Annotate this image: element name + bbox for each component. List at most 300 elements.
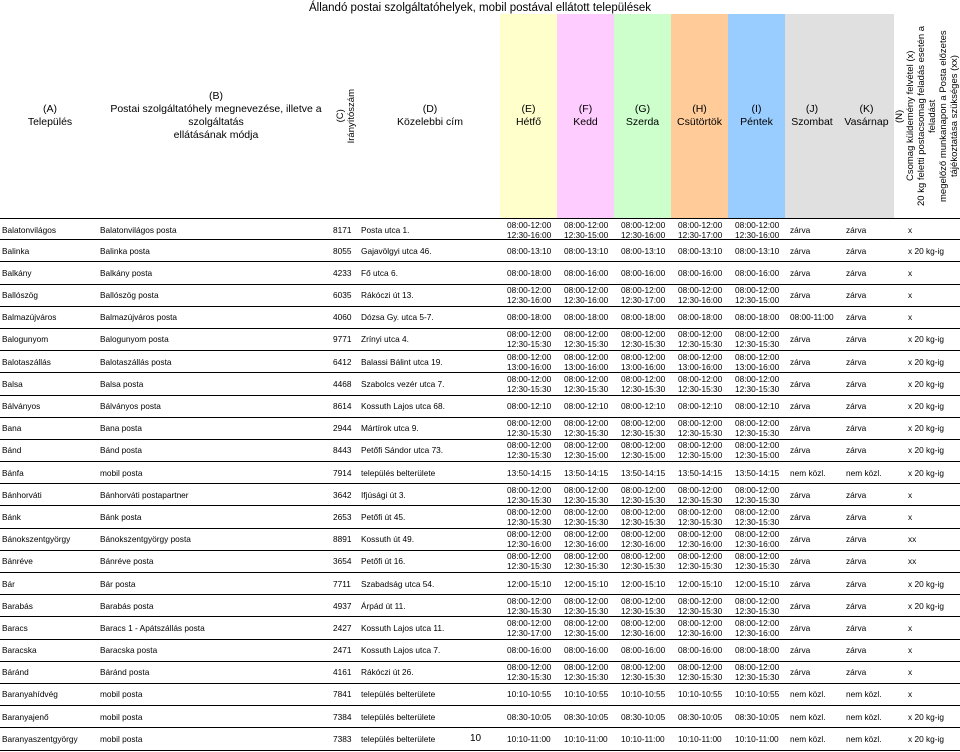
cell-k: zárva [846, 245, 867, 256]
cell-d: Mártírok utca 9. [361, 423, 419, 434]
cell-line: 08:00-12:00 [678, 595, 723, 606]
column-header-label: (G) Szerda [625, 103, 660, 128]
cell-c: 9771 [333, 334, 352, 345]
cell-line: 12:30-17:00 [507, 627, 552, 638]
column-header-n [894, 14, 960, 218]
cell-k: zárva [846, 556, 867, 567]
cell-line: 12:30-15:30 [678, 672, 723, 683]
cell-d: Rákóczi út 13. [361, 290, 414, 301]
cell-n: x [908, 511, 913, 522]
cell-line: 12:30-16:00 [507, 295, 552, 306]
cell-b: Bálványos posta [100, 401, 161, 411]
cell-g: 08:00-12:10 [621, 401, 666, 411]
cell-d: Zrínyi utca 4. [361, 334, 409, 345]
cell-k: zárva [846, 445, 867, 456]
cell-e: 08:00-13:10 [507, 245, 552, 256]
cell-f: 12:00-15:10 [564, 578, 609, 589]
cell-line: 08:00-12:00 [735, 440, 780, 451]
cell-line: 12:30-15:30 [564, 516, 609, 527]
table-row [0, 307, 960, 329]
column-header-label: (E) Hétfő [515, 103, 542, 128]
cell-a: Barabás [2, 600, 33, 611]
column-header-label: (I) Péntek [740, 103, 773, 128]
cell-f [564, 595, 608, 616]
cell-line: 08:00-12:00 [507, 418, 552, 429]
cell-g: 08:00-18:00 [621, 312, 666, 323]
cell-d: Posta utca 1. [361, 224, 410, 235]
cell-line: 08:00-12:00 [564, 329, 609, 340]
cell-line: 08:00-12:00 [564, 484, 609, 495]
cell-a: Balogunyom [2, 334, 49, 345]
cell-d: település belterülete [361, 689, 436, 700]
table-row [0, 329, 960, 351]
cell-a: Bánd [2, 445, 22, 456]
cell-n: x 20 kg-ig [908, 356, 944, 367]
cell-f [564, 551, 608, 572]
cell-j: zárva [790, 622, 811, 633]
cell-h: 10:10-11:00 [678, 733, 722, 744]
cell-h [678, 373, 722, 394]
cell-line: 08:00-12:00 [621, 219, 666, 230]
cell-c: 7711 [333, 578, 351, 589]
cell-line: 12:30-17:00 [621, 295, 666, 306]
cell-line: 08:00-12:00 [678, 285, 723, 296]
cell-a: Baranyajenő [2, 711, 49, 722]
cell-n: x 20 kg-ig [908, 378, 944, 389]
cell-d: Szabolcs vezér utca 7. [361, 378, 445, 389]
cell-line: 08:00-12:00 [678, 329, 723, 340]
cell-c: 7384 [333, 711, 352, 722]
cell-line: 12:30-15:30 [621, 428, 666, 439]
cell-j: zárva [790, 290, 811, 301]
cell-g [621, 418, 665, 439]
cell-a: Bár [2, 578, 15, 589]
cell-k: zárva [846, 645, 867, 656]
cell-b: Balatonvilágos posta [100, 224, 177, 235]
cell-d: Dózsa Gy. utca 5-7. [361, 312, 434, 323]
cell-k: zárva [846, 356, 867, 367]
cell-a: Balmazújváros [2, 312, 57, 323]
cell-g [621, 285, 665, 306]
cell-b: Balotaszállás posta [100, 356, 172, 367]
cell-n: x 20 kg-ig [908, 423, 944, 434]
cell-n: x 20 kg-ig [908, 445, 944, 456]
cell-line: 08:00-12:00 [735, 418, 780, 429]
cell-c: 7383 [333, 733, 352, 744]
cell-b: Bánhorváti postapartner [100, 489, 189, 500]
cell-line: 08:00-12:00 [735, 529, 780, 540]
cell-line: 08:00-12:00 [564, 529, 609, 540]
cell-h: 08:00-12:10 [678, 401, 723, 411]
cell-k: nem közl. [846, 733, 882, 744]
cell-e: 08:30-10:05 [507, 711, 552, 722]
cell-b: mobil posta [100, 711, 143, 722]
cell-e [507, 329, 551, 350]
column-header-f [557, 14, 614, 218]
cell-b: Baracska posta [100, 645, 158, 656]
cell-d: Fő utca 6. [361, 267, 398, 278]
cell-n: x 20 kg-ig [908, 578, 944, 589]
cell-n: xx [908, 534, 917, 545]
cell-line: 08:00-12:00 [507, 551, 552, 562]
cell-j: zárva [790, 445, 811, 456]
column-header-h [671, 14, 728, 218]
cell-h [678, 219, 722, 240]
cell-c: 4161 [333, 667, 352, 678]
cell-h [678, 418, 722, 439]
cell-n: x 20 kg-ig [908, 245, 944, 256]
cell-line: 08:00-12:00 [735, 351, 780, 362]
cell-i: 10:10-10:55 [735, 689, 780, 700]
cell-line: 08:00-12:00 [621, 617, 666, 628]
cell-f: 08:00-16:00 [564, 267, 609, 278]
cell-line: 12:30-15:30 [564, 494, 609, 505]
column-header-label: (D) Közelebbi cím [397, 103, 463, 128]
cell-i: 08:00-18:00 [735, 645, 780, 656]
cell-a: Baranyahídvég [2, 689, 58, 700]
cell-line: 12:30-15:30 [735, 339, 780, 350]
cell-g: 08:00-13:10 [621, 245, 666, 256]
cell-e [507, 219, 551, 240]
cell-line: 12:30-15:30 [564, 339, 609, 350]
cell-e [507, 484, 551, 505]
cell-j: zárva [790, 267, 811, 278]
cell-g [621, 529, 665, 550]
cell-line: 12:30-15:00 [564, 627, 609, 638]
cell-line: 08:00-12:00 [507, 329, 552, 340]
cell-k: zárva [846, 534, 867, 545]
cell-d: Ifjúsági út 3. [361, 489, 406, 500]
cell-n: x [908, 224, 913, 235]
cell-line: 12:30-15:30 [507, 428, 552, 439]
cell-line: 08:00-12:00 [507, 285, 552, 296]
cell-line: 12:30-15:30 [735, 672, 780, 683]
cell-line: 08:00-12:00 [678, 219, 723, 230]
cell-j: zárva [790, 667, 811, 678]
cell-a: Baranyaszentgyörgy [2, 733, 78, 744]
table-row [0, 462, 960, 484]
cell-j: nem közl. [790, 711, 826, 722]
cell-line: 08:00-12:00 [735, 506, 780, 517]
cell-g: 10:10-11:00 [621, 733, 665, 744]
cell-c: 3654 [333, 556, 352, 567]
cell-i [735, 329, 779, 350]
cell-f [564, 219, 608, 240]
cell-a: Báránd [2, 667, 29, 678]
cell-k: zárva [846, 401, 867, 411]
table-row [0, 595, 960, 617]
cell-line: 12:30-16:00 [678, 539, 723, 550]
cell-h [678, 529, 722, 550]
cell-f: 08:30-10:05 [564, 711, 609, 722]
cell-b: mobil posta [100, 467, 143, 478]
cell-j: zárva [790, 645, 811, 656]
cell-f [564, 440, 608, 461]
cell-line: 08:00-12:00 [507, 662, 552, 673]
cell-i: 08:00-13:10 [735, 245, 780, 256]
cell-f: 08:00-13:10 [564, 245, 609, 256]
cell-n: x 20 kg-ig [908, 600, 944, 611]
cell-j: nem közl. [790, 689, 826, 700]
cell-h: 08:30-10:05 [678, 711, 723, 722]
cell-line: 12:30-15:30 [564, 605, 609, 616]
cell-n: x [908, 290, 913, 301]
cell-e [507, 617, 551, 638]
cell-a: Bánk [2, 511, 21, 522]
cell-line: 12:30-15:30 [564, 561, 609, 572]
cell-f [564, 617, 608, 638]
cell-line: 12:30-15:30 [678, 428, 723, 439]
cell-c: 8891 [333, 534, 352, 545]
cell-i [735, 551, 779, 572]
cell-b: Balinka posta [100, 245, 150, 256]
cell-line: 13:00-16:00 [735, 361, 780, 372]
table-body [0, 218, 960, 751]
cell-g [621, 373, 665, 394]
cell-f [564, 418, 608, 439]
cell-a: Balotaszállás [2, 356, 51, 367]
column-header-a [0, 14, 100, 218]
cell-line: 08:00-12:00 [621, 285, 666, 296]
cell-line: 12:30-16:00 [564, 539, 609, 550]
cell-c: 6412 [333, 356, 352, 367]
cell-n: x [908, 267, 913, 278]
cell-line: 12:30-15:30 [735, 383, 780, 394]
cell-i: 08:00-12:10 [735, 401, 780, 411]
cell-e: 12:00-15:10 [507, 578, 552, 589]
cell-line: 08:00-12:00 [564, 617, 609, 628]
cell-line: 12:30-15:30 [678, 561, 723, 572]
cell-e [507, 662, 551, 683]
cell-b: Bánd posta [100, 445, 142, 456]
cell-b: mobil posta [100, 689, 143, 700]
cell-e [507, 351, 551, 372]
cell-line: 12:30-15:30 [564, 383, 609, 394]
cell-i [735, 373, 779, 394]
cell-line: 12:30-16:00 [678, 627, 723, 638]
cell-d: Kossuth út 49. [361, 534, 415, 545]
cell-j: zárva [790, 224, 811, 235]
cell-a: Balsa [2, 378, 23, 389]
column-header-label: (J) Szombat [791, 103, 833, 128]
cell-g: 10:10-10:55 [621, 689, 666, 700]
cell-g [621, 219, 665, 240]
cell-line: 12:30-15:30 [621, 339, 666, 350]
cell-c: 4468 [333, 378, 352, 389]
cell-line: 08:00-12:00 [735, 484, 780, 495]
cell-line: 12:30-15:00 [678, 450, 723, 461]
cell-g: 08:00-16:00 [621, 267, 666, 278]
cell-i [735, 440, 779, 461]
cell-e: 08:00-18:00 [507, 312, 552, 323]
cell-j: nem közl. [790, 467, 826, 478]
cell-c: 2653 [333, 511, 352, 522]
cell-line: 08:00-12:00 [678, 351, 723, 362]
cell-a: Bánhorváti [2, 489, 42, 500]
cell-line: 12:30-17:00 [678, 229, 723, 240]
cell-b: Bana posta [100, 423, 142, 434]
cell-line: 12:30-15:30 [621, 383, 666, 394]
cell-line: 12:30-15:30 [507, 339, 552, 350]
cell-k: zárva [846, 511, 867, 522]
cell-h: 08:00-18:00 [678, 312, 723, 323]
cell-line: 08:00-12:00 [564, 285, 609, 296]
column-header-label: (F) Kedd [573, 103, 598, 128]
cell-line: 12:30-15:30 [507, 561, 552, 572]
cell-line: 12:30-16:00 [507, 229, 552, 240]
cell-e: 10:10-11:00 [507, 733, 551, 744]
cell-line: 08:00-12:00 [507, 595, 552, 606]
column-header-j [785, 14, 839, 218]
cell-b: Ballószög posta [100, 290, 159, 301]
cell-line: 12:30-16:00 [621, 229, 666, 240]
cell-c: 3642 [333, 489, 352, 500]
cell-h: 13:50-14:15 [678, 467, 723, 478]
column-header-label: (N) Csomag küldemény felvétel (x) 20 kg feletti postacsomag feladás esetén a feladást megelőző munkanapon a Posta előzetes tájékoztatása szükséges (xx) [894, 25, 960, 207]
cell-c: 6035 [333, 290, 352, 301]
cell-f [564, 529, 608, 550]
cell-b: Bánk posta [100, 511, 142, 522]
cell-e [507, 506, 551, 527]
cell-c: 8055 [333, 245, 352, 256]
cell-k: zárva [846, 290, 867, 301]
cell-k: nem közl. [846, 467, 882, 478]
cell-line: 08:00-12:00 [735, 595, 780, 606]
cell-b: mobil posta [100, 733, 143, 744]
cell-line: 08:00-12:00 [678, 418, 723, 429]
cell-f: 08:00-16:00 [564, 645, 609, 656]
cell-line: 08:00-12:00 [678, 440, 723, 451]
cell-b: Balogunyom posta [100, 334, 169, 345]
cell-j: zárva [790, 578, 811, 589]
cell-j: zárva [790, 534, 811, 545]
cell-e [507, 418, 551, 439]
cell-n: x [908, 489, 913, 500]
cell-line: 08:00-12:00 [621, 529, 666, 540]
cell-line: 08:00-12:00 [564, 351, 609, 362]
cell-line: 08:00-12:00 [678, 551, 723, 562]
table-row [0, 640, 960, 662]
cell-line: 08:00-12:00 [678, 662, 723, 673]
cell-line: 08:00-12:00 [621, 418, 666, 429]
cell-i [735, 418, 779, 439]
cell-line: 13:00-16:00 [621, 361, 666, 372]
column-header-g [614, 14, 671, 218]
cell-line: 08:00-12:00 [507, 440, 552, 451]
cell-k: nem közl. [846, 711, 882, 722]
cell-b: Barabás posta [100, 600, 154, 611]
cell-line: 08:00-12:00 [678, 506, 723, 517]
cell-i [735, 285, 779, 306]
cell-f: 10:10-10:55 [564, 689, 609, 700]
cell-h: 12:00-15:10 [678, 578, 723, 589]
column-header-label: (H) Csütörtök [677, 103, 722, 128]
cell-a: Baracs [2, 622, 28, 633]
cell-line: 12:30-15:30 [507, 516, 552, 527]
cell-line: 08:00-12:00 [621, 373, 666, 384]
cell-line: 12:30-15:00 [735, 295, 780, 306]
cell-line: 12:30-16:00 [735, 627, 780, 638]
cell-g [621, 440, 665, 461]
cell-line: 12:30-15:30 [621, 672, 666, 683]
cell-e [507, 440, 551, 461]
cell-line: 08:00-12:00 [621, 662, 666, 673]
cell-f [564, 506, 608, 527]
cell-k: zárva [846, 378, 867, 389]
cell-i [735, 662, 779, 683]
table-row [0, 285, 960, 307]
cell-i [735, 595, 779, 616]
cell-f: 08:00-18:00 [564, 312, 609, 323]
cell-line: 12:30-15:00 [564, 229, 609, 240]
cell-f [564, 662, 608, 683]
cell-line: 08:00-12:00 [621, 551, 666, 562]
cell-line: 12:30-15:30 [621, 516, 666, 527]
cell-e: 13:50-14:15 [507, 467, 552, 478]
cell-a: Bánréve [2, 556, 33, 567]
cell-line: 12:30-16:00 [564, 295, 609, 306]
cell-h: 08:00-16:00 [678, 267, 723, 278]
document-title: Állandó postai szolgáltatóhelyek, mobil postával ellátott települések [308, 2, 651, 14]
column-header-c [332, 14, 360, 218]
table-row [0, 506, 960, 528]
cell-n: x [908, 645, 913, 656]
cell-c: 4937 [333, 600, 352, 611]
cell-b: Bár posta [100, 578, 136, 589]
table-row [0, 684, 960, 706]
cell-j: 08:00-11:00 [790, 312, 834, 323]
cell-line: 12:30-15:30 [507, 672, 552, 683]
column-header-label: (C) Irányítószám [335, 88, 357, 144]
cell-j: zárva [790, 378, 811, 389]
cell-h [678, 551, 722, 572]
cell-i [735, 529, 779, 550]
table-row [0, 440, 960, 462]
cell-line: 08:00-12:00 [678, 373, 723, 384]
cell-line: 08:00-12:00 [507, 373, 552, 384]
column-header-e [500, 14, 557, 218]
cell-line: 12:30-16:00 [735, 539, 780, 550]
cell-line: 08:00-12:00 [507, 219, 552, 230]
cell-g [621, 662, 665, 683]
cell-line: 08:00-12:00 [564, 506, 609, 517]
cell-c: 8171 [333, 224, 352, 235]
cell-k: zárva [846, 267, 867, 278]
cell-d: Kossuth Lajos utca 7. [361, 645, 441, 656]
cell-n: x 20 kg-ig [908, 467, 944, 478]
cell-line: 08:00-12:00 [735, 551, 780, 562]
cell-c: 2427 [333, 622, 352, 633]
cell-line: 08:00-12:00 [507, 617, 552, 628]
cell-line: 08:00-12:00 [564, 662, 609, 673]
cell-line: 13:00-16:00 [678, 361, 723, 372]
cell-i: 10:10-11:00 [735, 733, 779, 744]
table-row [0, 373, 960, 395]
cell-d: Petőfi Sándor utca 73. [361, 445, 444, 456]
cell-j: zárva [790, 489, 811, 500]
cell-g [621, 551, 665, 572]
column-header-i [728, 14, 785, 218]
column-header-b [100, 14, 332, 218]
cell-f: 08:00-12:10 [564, 401, 609, 411]
cell-line: 08:00-12:00 [735, 662, 780, 673]
cell-g [621, 484, 665, 505]
cell-i [735, 351, 779, 372]
cell-line: 12:30-15:30 [678, 339, 723, 350]
cell-line: 08:00-12:00 [678, 484, 723, 495]
table-row [0, 662, 960, 684]
cell-g [621, 329, 665, 350]
